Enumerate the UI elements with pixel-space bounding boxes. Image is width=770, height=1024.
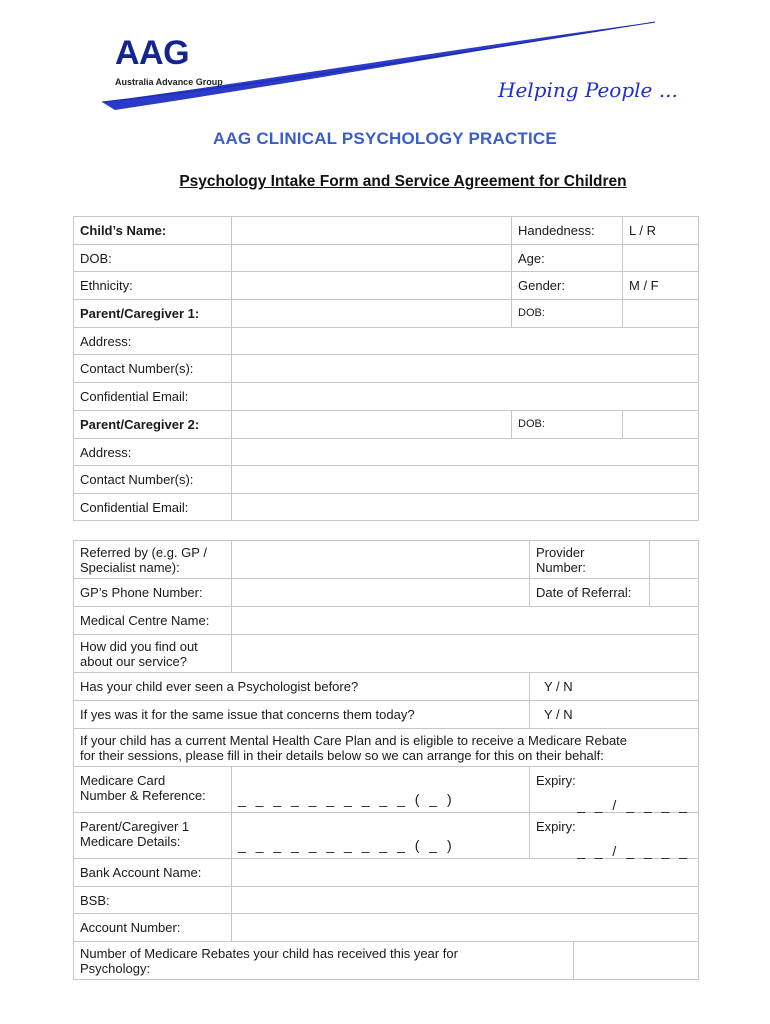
table-row bbox=[74, 635, 699, 673]
parent-medicare-field[interactable] bbox=[232, 813, 530, 859]
referred-by-line2: Specialist name): bbox=[80, 559, 180, 575]
date-referral-field[interactable] bbox=[650, 579, 699, 607]
form-title: Psychology Intake Form and Service Agreement for Children bbox=[179, 173, 627, 190]
bsb-field[interactable] bbox=[232, 887, 699, 914]
rebates-label bbox=[74, 942, 574, 980]
practice-title: AAG CLINICAL PSYCHOLOGY PRACTICE bbox=[213, 129, 557, 148]
seen-psych-label: Has your child ever seen a Psychologist before? bbox=[74, 673, 530, 701]
parent-medicare-line2: Medicare Details: bbox=[80, 834, 181, 849]
how-find-line1: How did you find out bbox=[80, 638, 198, 654]
age-label: Age: bbox=[512, 245, 623, 272]
medicare-card-line2: Number & Reference: bbox=[80, 788, 206, 803]
header bbox=[0, 0, 770, 115]
table-row bbox=[74, 466, 699, 494]
referred-by-field[interactable] bbox=[232, 541, 530, 579]
parent-medicare-line1: Parent/Caregiver 1 bbox=[80, 819, 190, 834]
table-row bbox=[74, 355, 699, 383]
rebates-line1: Number of Medicare Rebates your child has received this year for bbox=[80, 945, 458, 961]
child-name-field[interactable] bbox=[232, 217, 512, 245]
parent1-address-label: Address: bbox=[74, 328, 232, 355]
parent1-dob-label: DOB: bbox=[512, 300, 623, 328]
how-find-field[interactable] bbox=[232, 635, 699, 673]
table-row bbox=[74, 300, 699, 328]
table-row bbox=[74, 541, 699, 579]
medicare-card-mask: _ _ _ _ _ _ _ _ _ _ ( _ ) bbox=[238, 791, 455, 807]
company-logo: AAG bbox=[115, 34, 190, 72]
table-row bbox=[74, 673, 699, 701]
rebates-line2: Psychology: bbox=[80, 960, 151, 976]
table-row bbox=[74, 439, 699, 466]
medical-centre-field[interactable] bbox=[232, 607, 699, 635]
child-details-table bbox=[73, 216, 699, 521]
parent1-dob-field[interactable] bbox=[623, 300, 699, 328]
expiry2-field[interactable] bbox=[530, 813, 699, 859]
parent2-dob-field[interactable] bbox=[623, 411, 699, 439]
table-row bbox=[74, 328, 699, 355]
bsb-label: BSB: bbox=[74, 887, 232, 914]
referral-medicare-table bbox=[73, 540, 699, 980]
gp-phone-field[interactable] bbox=[232, 579, 530, 607]
ethnicity-field[interactable] bbox=[232, 272, 512, 300]
how-find-label bbox=[74, 635, 232, 673]
medicare-card-line1: Medicare Card bbox=[80, 773, 166, 788]
table-row bbox=[74, 887, 699, 914]
provider-number-field[interactable] bbox=[650, 541, 699, 579]
parent1-contact-field[interactable] bbox=[232, 355, 699, 383]
parent2-email-label: Confidential Email: bbox=[74, 494, 232, 521]
rebates-field[interactable] bbox=[574, 942, 699, 980]
age-field[interactable] bbox=[623, 245, 699, 272]
bank-name-label: Bank Account Name: bbox=[74, 859, 232, 887]
parent2-address-field[interactable] bbox=[232, 439, 699, 466]
table-row bbox=[74, 767, 699, 813]
table-row bbox=[74, 942, 699, 980]
date-referral-label: Date of Referral: bbox=[530, 579, 650, 607]
parent1-label: Parent/Caregiver 1: bbox=[74, 300, 232, 328]
parent1-contact-label: Contact Number(s): bbox=[74, 355, 232, 383]
bank-name-field[interactable] bbox=[232, 859, 699, 887]
parent2-address-label: Address: bbox=[74, 439, 232, 466]
gender-options[interactable]: M / F bbox=[623, 272, 699, 300]
parent-medicare-label bbox=[74, 813, 232, 859]
how-find-line2: about our service? bbox=[80, 653, 187, 669]
expiry-label: Expiry: bbox=[536, 773, 576, 788]
table-row bbox=[74, 579, 699, 607]
parent2-email-field[interactable] bbox=[232, 494, 699, 521]
child-name-label: Child’s Name: bbox=[74, 217, 232, 245]
parent2-contact-label: Contact Number(s): bbox=[74, 466, 232, 494]
gender-label: Gender: bbox=[512, 272, 623, 300]
table-row bbox=[74, 411, 699, 439]
table-row bbox=[74, 813, 699, 859]
table-row bbox=[74, 217, 699, 245]
provider-line2: Number: bbox=[536, 559, 586, 575]
mhcp-line1: If your child has a current Mental Health Care Plan and is eligible to receive a Medicare Rebate bbox=[80, 732, 628, 748]
child-dob-label: DOB: bbox=[74, 245, 232, 272]
parent1-name-field[interactable] bbox=[232, 300, 512, 328]
same-issue-options[interactable]: Y / N bbox=[530, 701, 699, 729]
parent2-label: Parent/Caregiver 2: bbox=[74, 411, 232, 439]
parent2-contact-field[interactable] bbox=[232, 466, 699, 494]
referred-by-line1: Referred by (e.g. GP / bbox=[80, 544, 207, 560]
table-row bbox=[74, 607, 699, 635]
provider-line1: Provider bbox=[536, 544, 585, 560]
handedness-options[interactable]: L / R bbox=[623, 217, 699, 245]
seen-psych-options[interactable]: Y / N bbox=[530, 673, 699, 701]
handedness-label: Handedness: bbox=[512, 217, 623, 245]
table-row bbox=[74, 383, 699, 411]
expiry2-label: Expiry: bbox=[536, 819, 576, 834]
parent1-email-label: Confidential Email: bbox=[74, 383, 232, 411]
child-dob-field[interactable] bbox=[232, 245, 512, 272]
medicare-card-label bbox=[74, 767, 232, 813]
company-subtitle: Australia Advance Group bbox=[115, 77, 223, 87]
table-row bbox=[74, 914, 699, 942]
parent-medicare-mask: _ _ _ _ _ _ _ _ _ _ ( _ ) bbox=[238, 837, 455, 853]
medicare-card-field[interactable] bbox=[232, 767, 530, 813]
account-number-field[interactable] bbox=[232, 914, 699, 942]
expiry-field[interactable] bbox=[530, 767, 699, 813]
parent2-name-field[interactable] bbox=[232, 411, 512, 439]
same-issue-label: If yes was it for the same issue that concerns them today? bbox=[74, 701, 530, 729]
medical-centre-label: Medical Centre Name: bbox=[74, 607, 232, 635]
table-row bbox=[74, 272, 699, 300]
mhcp-line2: for their sessions, please fill in their details below so we can arrange for this on their behalf: bbox=[80, 747, 604, 763]
parent1-email-field[interactable] bbox=[232, 383, 699, 411]
expiry-mask: _ _ / _ _ _ _ bbox=[577, 797, 691, 813]
gp-phone-label: GP’s Phone Number: bbox=[74, 579, 232, 607]
referred-by-label bbox=[74, 541, 232, 579]
mhcp-notice bbox=[74, 729, 699, 767]
table-row bbox=[74, 701, 699, 729]
account-number-label: Account Number: bbox=[74, 914, 232, 942]
expiry2-mask: _ _ / _ _ _ _ bbox=[577, 843, 691, 859]
provider-number-label bbox=[530, 541, 650, 579]
table-row bbox=[74, 245, 699, 272]
table-row bbox=[74, 494, 699, 521]
parent1-address-field[interactable] bbox=[232, 328, 699, 355]
table-row bbox=[74, 859, 699, 887]
table-row bbox=[74, 729, 699, 767]
tagline: Helping People ... bbox=[498, 78, 678, 102]
ethnicity-label: Ethnicity: bbox=[74, 272, 232, 300]
parent2-dob-label: DOB: bbox=[512, 411, 623, 439]
